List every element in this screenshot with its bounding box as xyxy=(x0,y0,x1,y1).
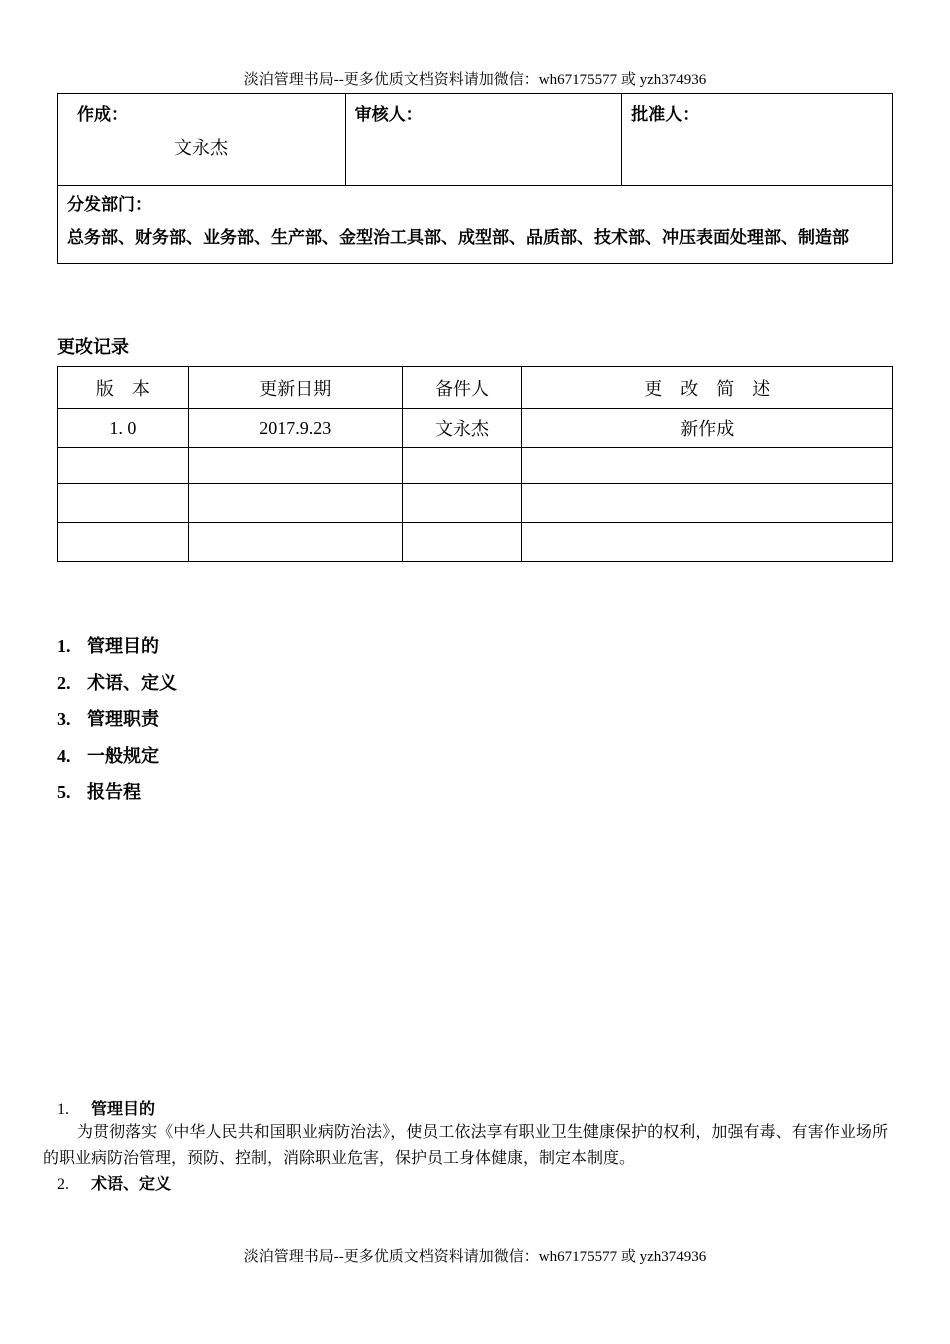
author-name: 文永杰 xyxy=(174,138,228,159)
toc-item: 5. 报告程 xyxy=(57,782,141,803)
reviewer-cell xyxy=(345,94,622,186)
cell-version xyxy=(58,484,189,523)
reviewer-label: 审核人： xyxy=(354,105,423,125)
header-date: 更新日期 xyxy=(188,367,402,409)
cell-version xyxy=(58,523,189,562)
cell-summary xyxy=(522,523,893,562)
cell-person xyxy=(402,523,522,562)
toc-item: 1. 管理目的 xyxy=(57,636,159,657)
section-paragraph-purpose: 为贯彻落实《中华人民共和国职业病防治法》，使员工依法享有职业卫生健康保护的权利，加强有毒、有害作业场所的职业病防治管理，预防、控制，消除职业危害，保护员工身体健康，制定本制度。 xyxy=(43,1122,888,1167)
cell-summary xyxy=(522,448,893,484)
section-heading-purpose: 1. 管理目的 xyxy=(57,1099,156,1118)
header-note: 淡泊管理书局--更多优质文档资料请加微信：wh67175577 或 yzh374936 xyxy=(243,72,707,88)
author-cell xyxy=(58,94,346,186)
cell-date xyxy=(188,523,402,562)
cell-person xyxy=(402,448,522,484)
header-version: 版 本 xyxy=(58,367,189,409)
revision-header-row xyxy=(58,367,893,409)
cell-summary xyxy=(522,484,893,523)
cell-date xyxy=(188,448,402,484)
cell-person xyxy=(402,484,522,523)
cell-version xyxy=(58,448,189,484)
cell-date xyxy=(188,484,402,523)
revision-title: 更改记录 xyxy=(57,337,129,358)
table-row xyxy=(58,448,893,484)
distribution-departments: 总务部、财务部、业务部、生产部、金型治工具部、成型部、品质部、技术部、冲压表面处理部、制造部 xyxy=(67,228,849,248)
approver-label: 批准人： xyxy=(631,105,700,125)
cell-person: 文永杰 xyxy=(402,409,522,448)
table-row xyxy=(58,409,893,448)
approver-cell xyxy=(622,94,893,186)
signoff-table xyxy=(57,93,893,264)
toc-item: 2. 术语、定义 xyxy=(57,672,177,694)
header-summary: 更 改 简 述 xyxy=(522,367,893,409)
footer-note: 淡泊管理书局--更多优质文档资料请加微信：wh67175577 或 yzh374936 xyxy=(243,1249,707,1265)
distribution-cell xyxy=(58,186,893,264)
table-row xyxy=(58,523,893,562)
section-heading-terms: 2. 术语、定义 xyxy=(57,1174,172,1193)
cell-summary: 新作成 xyxy=(522,409,893,448)
table-of-contents xyxy=(57,628,177,811)
revision-table xyxy=(57,366,893,562)
author-label: 作成： xyxy=(77,105,128,125)
header-person: 备件人 xyxy=(402,367,522,409)
table-row xyxy=(58,484,893,523)
cell-version: 1. 0 xyxy=(58,409,189,448)
toc-item: 3. 管理职责 xyxy=(57,709,159,730)
cell-date: 2017.9.23 xyxy=(188,409,402,448)
toc-item: 4. 一般规定 xyxy=(57,745,159,767)
distribution-label: 分发部门： xyxy=(67,195,152,215)
